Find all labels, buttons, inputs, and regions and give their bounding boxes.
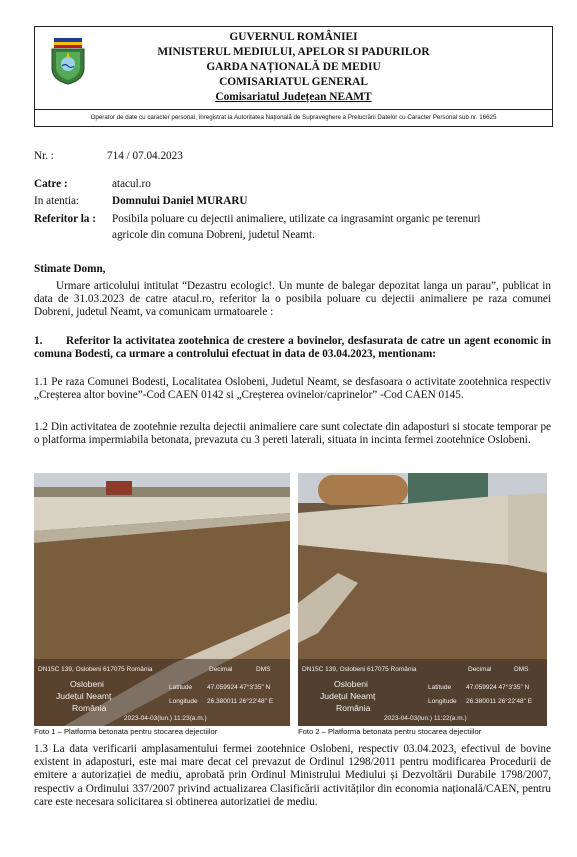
- photo-1-mode-decimal: Decimal: [209, 666, 233, 673]
- header-line-guard: GARDA NAȚIONALĂ DE MEDIU: [206, 61, 381, 73]
- header-line-county: Comisariatul Județean NEAMT: [215, 91, 372, 103]
- header-line-ministry: MINISTERUL MEDIULUI, APELOR SI PADURILOR: [157, 46, 430, 58]
- section-1-number: 1.: [34, 335, 43, 347]
- paragraph-1-1: 1.1 Pe raza Comunei Bodesti, Localitatea Oslobeni, Judetul Neamt, se desfasoara o activitate zootehnica respectiv „Creșterea altor bovine”-Cod CAEN 0142 si „Creșterea ovinelor/caprinelor” -Cod CAEN 0145.: [34, 376, 551, 402]
- photo-1-lat-label: Latitude: [169, 684, 193, 691]
- paragraph-1-2: 1.2 Din activitatea de zootehnie rezulta dejectii animaliere care sunt colectate din adaposturi si stocate temporar pe o platforma impermiabila betonata, prevazuta cu 3 pereti laterali, situata in incinta fermei zootehnice Oslobeni.: [34, 421, 551, 447]
- attention-label: In atentia:: [34, 195, 80, 207]
- data-protection-notice: Operator de date cu caracter personal, înregistrat la Autoritatea Națională de Supraveghere a Prelucrării Datelor cu Caracter Personal sub nr. 16625: [34, 110, 553, 127]
- photo-1-lon-label: Longitude: [169, 698, 198, 705]
- intro-paragraph: Urmare articolului intitulat “Dezastru ecologic!. Un munte de balegar depozitat langa un parau”, publicat in data de 31.03.2023 de catre atacul.ro, referitor la o posibila poluare cu dejectii animaliere pe raza comunei Dobreni, judetul Neamt, va comunicam urmatoarele :: [34, 280, 551, 319]
- recipient-label: Catre :: [34, 178, 68, 190]
- section-1-title: Referitor la activitatea zootehnica de crestere a bovinelor, desfasurata de catre un agent economic in comuna Bodesti, ca urmare a controlului efectuat in data de 03.04.2023, mentionam:: [34, 335, 551, 361]
- photo-1-lon-value: 26.380011 26°22'48" E: [207, 698, 274, 705]
- photo-2-datetime: 2023-04-03(lun.) 11:22(a.m.): [384, 715, 467, 722]
- paragraph-1-3: 1.3 La data verificarii amplasamentului fermei zootehnice Oslobeni, respectiv 03.04.2023, efectivul de bovine existent in adaposturi, este mai mare decat cel prevazut de Ordinul 1298/2011 pentru modificarea Procedurii de emitere a autorizației de mediu, aprobată prin Ordinul Ministrului Mediului și Dezvoltării Durabile 1798/2007, respectiv a Ordinului 337/2007 privind actualizarea Clasificării activităților din economia națională/CAEN, pentru care este necesara solicitarea si obtinerea autorizatiei de mediu.: [34, 743, 551, 808]
- photo-2-lat-value: 47.059924 47°3'35" N: [466, 684, 530, 691]
- photo-1-caption: Foto 1 – Platforma betonata pentru stocarea dejectiilor: [34, 727, 218, 736]
- registration-number: 714 / 07.04.2023: [107, 150, 183, 162]
- photo-2-lat-label: Latitude: [428, 684, 452, 691]
- photo-2-caption: Foto 2 – Platforma betonata pentru stocarea dejectiilor: [298, 727, 482, 736]
- photo-1-address: DN15C 139, Oslobeni 617075 România: [38, 666, 153, 673]
- photo-1-place-city: Oslobeni: [70, 679, 104, 689]
- photo-2-lon-label: Longitude: [428, 698, 457, 705]
- letterhead-box: [34, 26, 553, 110]
- subject-line-1: Posibila poluare cu dejectii animaliere, utilizate ca ingrasamint organic pe terenuri: [112, 213, 481, 225]
- photo-1-place-country: România: [72, 703, 107, 713]
- photo-2-manure-platform: [298, 473, 547, 726]
- photo-1-manure-platform: [34, 473, 290, 726]
- header-line-commissariat: COMISARIATUL GENERAL: [219, 76, 368, 88]
- nr-label: Nr. :: [34, 150, 54, 162]
- romania-coat-of-arms-icon: [48, 36, 88, 86]
- recipient-value: atacul.ro: [112, 178, 151, 190]
- photo-2-place-city: Oslobeni: [334, 679, 368, 689]
- header-line-government: GUVERNUL ROMÂNIEI: [229, 31, 358, 43]
- photo-2-address: DN15C 139, Oslobeni 617075 România: [302, 666, 417, 673]
- photo-2-lon-value: 26.380011 26°22'48" E: [466, 698, 533, 705]
- photo-2-mode-dms: DMS: [514, 666, 529, 673]
- subject-line-2: agricole din comuna Dobreni, judetul Neamt.: [112, 229, 315, 241]
- attention-value: Domnului Daniel MURARU: [112, 195, 248, 207]
- subject-label: Referitor la :: [34, 213, 96, 225]
- photo-1-place-county: Județul Neamț: [56, 691, 112, 701]
- photo-1-lat-value: 47.059924 47°3'35" N: [207, 684, 271, 691]
- photo-1-mode-dms: DMS: [256, 666, 271, 673]
- photo-2-place-county: Județul Neamț: [320, 691, 376, 701]
- photo-2-place-country: România: [336, 703, 371, 713]
- greeting: Stimate Domn,: [34, 263, 106, 275]
- photo-1-datetime: 2023-04-03(lun.) 11:23(a.m.): [124, 715, 207, 722]
- photo-2-mode-decimal: Decimal: [468, 666, 492, 673]
